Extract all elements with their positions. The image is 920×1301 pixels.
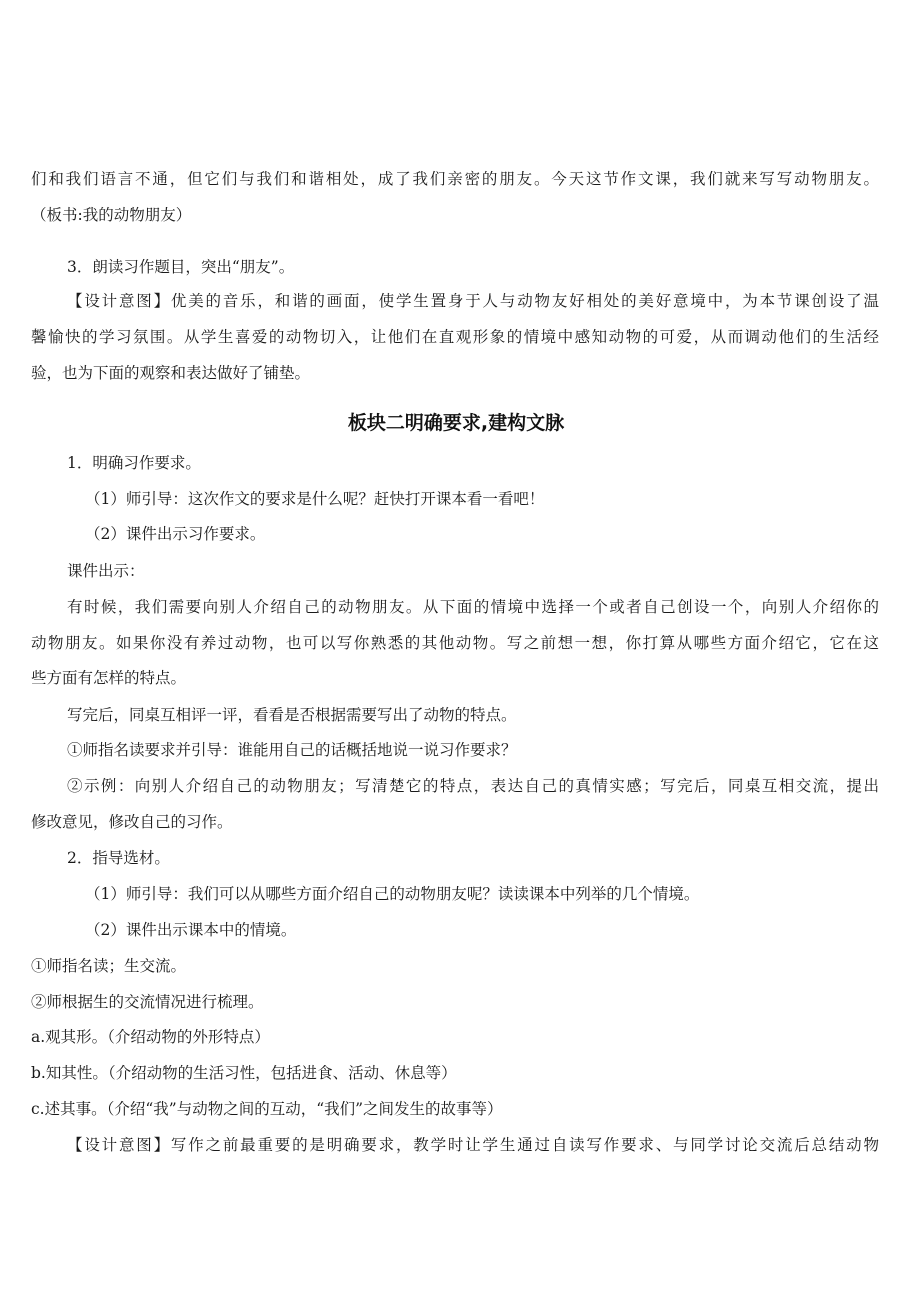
list-item: c.述其事。（介绍“我”与动物之间的互动，“我们”之间发生的故事等） xyxy=(31,1100,503,1118)
list-item: ②师根据生的交流情况进行梳理。 xyxy=(31,993,264,1011)
list-item: （2）课件出示课本中的情境。 xyxy=(85,921,297,939)
list-item: （1）师引导：这次作文的要求是什么呢？赶快打开课本看一看吧！ xyxy=(85,490,545,508)
paragraph-line: 有时候，我们需要向别人介绍自己的动物朋友。从下面的情境中选择一个或者自己创设一个，向别人介绍你的 xyxy=(67,598,879,616)
paragraph-line: 课件出示： xyxy=(67,562,145,580)
paragraph-line: 写完后，同桌互相评一评，看看是否根据需要写出了动物的特点。 xyxy=(67,706,517,724)
paragraph-line: 们和我们语言不通，但它们与我们和谐相处，成了我们亲密的朋友。今天这节作文课，我们就来写写动物朋友。 xyxy=(31,170,879,188)
list-item: （2）课件出示习作要求。 xyxy=(85,525,266,543)
paragraph-line: 修改意见，修改自己的习作。 xyxy=(31,813,233,831)
paragraph-line: 【设计意图】优美的音乐，和谐的画面，使学生置身于人与动物友好相处的美好意境中，为本节课创设了温 xyxy=(67,292,879,310)
list-item: （1）师引导：我们可以从哪些方面介绍自己的动物朋友呢？读读课本中列举的几个情境。 xyxy=(85,885,700,903)
list-item: ①师指名读要求并引导：谁能用自己的话概括地说一说习作要求？ xyxy=(67,741,517,759)
section-heading: 板块二明确要求,建构文脉 xyxy=(347,412,565,434)
list-item: 2．指导选材。 xyxy=(67,849,170,867)
paragraph-line: 【设计意图】写作之前最重要的是明确要求，教学时让学生通过自读写作要求、与同学讨论交流后总结动物 xyxy=(67,1136,879,1154)
list-item: 3．朗读习作题目，突出“朋友”。 xyxy=(67,258,295,276)
list-item: ②示例：向别人介绍自己的动物朋友；写清楚它的特点，表达自己的真情实感；写完后，同桌互相交流，提出 xyxy=(67,777,879,795)
paragraph-line: 馨愉快的学习氛围。从学生喜爱的动物切入，让他们在直观形象的情境中感知动物的可爱，从而调动他们的生活经 xyxy=(31,328,879,346)
paragraph-line: 验，也为下面的观察和表达做好了铺垫。 xyxy=(31,364,311,382)
paragraph-line: （板书:我的动物朋友） xyxy=(31,206,192,224)
list-item: ①师指名读；生交流。 xyxy=(31,957,187,975)
list-item: b.知其性。（介绍动物的生活习性，包括进食、活动、休息等） xyxy=(31,1064,457,1082)
paragraph-line: 动物朋友。如果你没有养过动物，也可以写你熟悉的其他动物。写之前想一想，你打算从哪些方面介绍它，它在这 xyxy=(31,634,879,652)
paragraph-line: 些方面有怎样的特点。 xyxy=(31,669,187,687)
list-item: 1．明确习作要求。 xyxy=(67,454,201,472)
list-item: a.观其形。（介绍动物的外形特点） xyxy=(31,1028,270,1046)
